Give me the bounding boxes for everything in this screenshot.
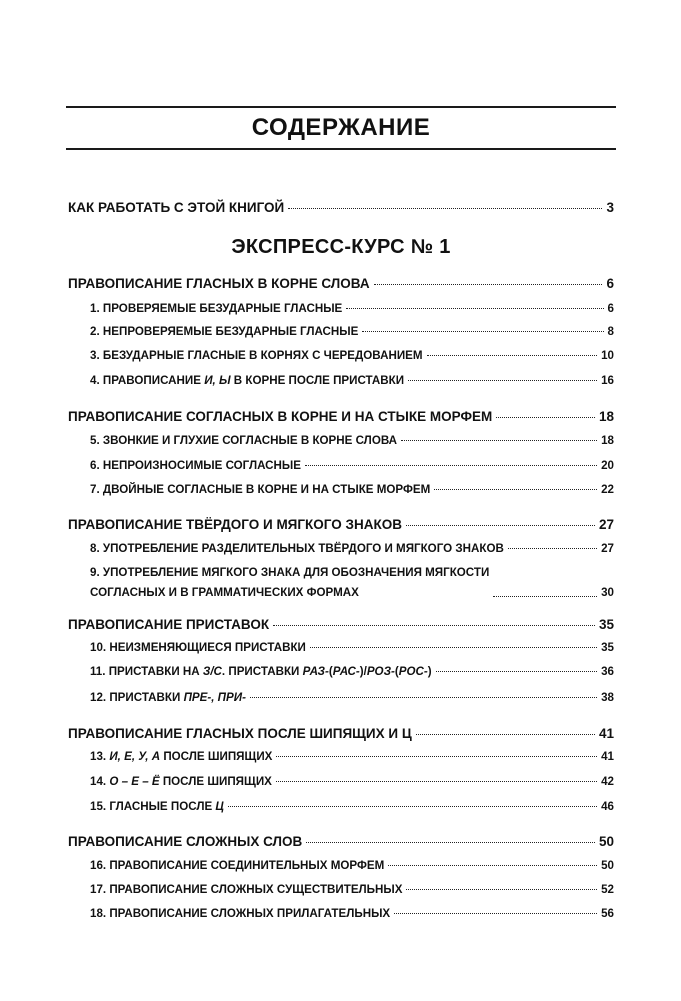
toc-item-16[interactable] [90, 859, 614, 872]
toc-page-number: 56 [601, 907, 614, 920]
toc-page-number: 50 [598, 834, 614, 849]
toc-page-number: 3 [606, 200, 614, 215]
toc-item-2[interactable] [90, 325, 614, 338]
toc-page-number: 27 [601, 542, 614, 555]
dot-leader [436, 671, 597, 672]
toc-page-number: 8 [607, 325, 614, 338]
toc-item-label: 8. УПОТРЕБЛЕНИЕ РАЗДЕЛИТЕЛЬНЫХ ТВЁРДОГО И МЯГКОГО ЗНАКОВ [90, 542, 504, 555]
toc-page-number: 41 [598, 726, 614, 741]
dot-leader [273, 625, 595, 626]
toc-page-number: 10 [601, 349, 614, 362]
toc-item-1[interactable] [90, 302, 614, 315]
dot-leader [305, 465, 597, 466]
toc-page-number: 30 [601, 586, 614, 599]
dot-leader [406, 525, 595, 526]
toc-item-11[interactable] [90, 665, 614, 678]
toc-item-label: 6. НЕПРОИЗНОСИМЫЕ СОГЛАСНЫЕ [90, 459, 302, 472]
dot-leader [310, 647, 597, 648]
toc-section-compound[interactable] [68, 834, 614, 849]
toc-item-label: 1. ПРОВЕРЯЕМЫЕ БЕЗУДАРНЫЕ ГЛАСНЫЕ [90, 302, 343, 315]
toc-item-3[interactable] [90, 349, 614, 362]
toc-entry-intro[interactable] [68, 200, 614, 215]
dot-leader [401, 440, 597, 441]
toc-item-label: 12. ПРИСТАВКИ ПРЕ-, ПРИ- [90, 691, 246, 704]
dot-leader [493, 596, 597, 597]
toc-page-number: 36 [601, 665, 614, 678]
toc-section-label: ПРАВОПИСАНИЕ ГЛАСНЫХ ПОСЛЕ ШИПЯЩИХ И Ц [68, 726, 412, 741]
toc-section-label: ПРАВОПИСАНИЕ СЛОЖНЫХ СЛОВ [68, 834, 303, 849]
toc-page-number: 46 [601, 800, 614, 813]
toc-page-number: 27 [598, 517, 614, 532]
dot-leader [434, 489, 597, 490]
toc-item-7[interactable] [90, 483, 614, 496]
toc-page-number: 42 [601, 775, 614, 788]
toc-page-number: 35 [598, 617, 614, 632]
dot-leader [346, 308, 603, 309]
toc-page-number: 38 [601, 691, 614, 704]
toc-item-label: 4. ПРАВОПИСАНИЕ И, Ы В КОРНЕ ПОСЛЕ ПРИСТАВКИ [90, 374, 405, 387]
page-title: СОДЕРЖАНИЕ [251, 114, 431, 141]
toc-section-label: ПРАВОПИСАНИЕ ГЛАСНЫХ В КОРНЕ СЛОВА [68, 276, 370, 291]
toc-item-label: 11. ПРИСТАВКИ НА З/С. ПРИСТАВКИ РАЗ-(РАС-)/РОЗ-(РОС-) [90, 665, 432, 678]
toc-item-13[interactable] [90, 750, 614, 763]
toc-item-6[interactable] [90, 459, 614, 472]
toc-item-label: 16. ПРАВОПИСАНИЕ СОЕДИНИТЕЛЬНЫХ МОРФЕМ [90, 859, 385, 872]
dot-leader [508, 548, 597, 549]
toc-item-label: 18. ПРАВОПИСАНИЕ СЛОЖНЫХ ПРИЛАГАТЕЛЬНЫХ [90, 907, 391, 920]
toc-item-17[interactable] [90, 883, 614, 896]
dot-leader [374, 284, 603, 285]
toc-entry-label: КАК РАБОТАТЬ С ЭТОЙ КНИГОЙ [68, 200, 285, 215]
toc-section-label: ПРАВОПИСАНИЕ ТВЁРДОГО И МЯГКОГО ЗНАКОВ [68, 517, 402, 532]
dot-leader [288, 208, 602, 209]
toc-item-label: 9. УПОТРЕБЛЕНИЕ МЯГКОГО ЗНАКА ДЛЯ ОБОЗНАЧЕНИЯ МЯГКОСТИ СОГЛАСНЫХ И В ГРАММАТИЧЕСКИХ ФОРМАХ [90, 566, 490, 599]
title-bottom-rule [66, 148, 616, 150]
toc-page-number: 20 [601, 459, 614, 472]
dot-leader [388, 865, 597, 866]
toc-item-18[interactable] [90, 907, 614, 920]
toc-section-signs[interactable] [68, 517, 614, 532]
toc-item-14[interactable] [90, 775, 614, 788]
toc-page-number: 16 [601, 374, 614, 387]
toc-item-label: 14. О – Е – Ё ПОСЛЕ ШИПЯЩИХ [90, 775, 272, 788]
dot-leader [228, 806, 597, 807]
title-top-rule [66, 106, 616, 108]
toc-section-label: ПРАВОПИСАНИЕ СОГЛАСНЫХ В КОРНЕ И НА СТЫКЕ МОРФЕМ [68, 409, 493, 424]
dot-leader [496, 417, 595, 418]
toc-item-9[interactable] [90, 563, 614, 603]
dot-leader [406, 889, 597, 890]
toc-item-8[interactable] [90, 542, 614, 555]
toc-page-number: 35 [601, 641, 614, 654]
toc-item-label: 17. ПРАВОПИСАНИЕ СЛОЖНЫХ СУЩЕСТВИТЕЛЬНЫХ [90, 883, 403, 896]
dot-leader [362, 331, 603, 332]
dot-leader [276, 756, 597, 757]
toc-page-number: 50 [601, 859, 614, 872]
toc-page-number: 18 [601, 434, 614, 447]
toc-page-number: 41 [601, 750, 614, 763]
toc-item-label: 2. НЕПРОВЕРЯЕМЫЕ БЕЗУДАРНЫЕ ГЛАСНЫЕ [90, 325, 359, 338]
toc-item-label: 10. НЕИЗМЕНЯЮЩИЕСЯ ПРИСТАВКИ [90, 641, 306, 654]
toc-section-prefixes[interactable] [68, 617, 614, 632]
toc-section-sibilants[interactable] [68, 726, 614, 741]
toc-page-number: 18 [598, 409, 614, 424]
toc-item-10[interactable] [90, 641, 614, 654]
toc-item-label: 13. И, Е, У, А ПОСЛЕ ШИПЯЩИХ [90, 750, 273, 763]
toc-item-15[interactable] [90, 800, 614, 813]
toc-item-label: 3. БЕЗУДАРНЫЕ ГЛАСНЫЕ В КОРНЯХ С ЧЕРЕДОВАНИЕМ [90, 349, 423, 362]
dot-leader [408, 380, 597, 381]
toc-page-number: 6 [607, 302, 614, 315]
dot-leader [250, 697, 597, 698]
course-heading: ЭКСПРЕСС-КУРС № 1 [231, 236, 451, 258]
toc-page-number: 6 [606, 276, 614, 291]
toc-section-vowels-root[interactable] [68, 276, 614, 291]
toc-item-label: 15. ГЛАСНЫЕ ПОСЛЕ Ц [90, 800, 224, 813]
toc-page-number: 52 [601, 883, 614, 896]
toc-item-12[interactable] [90, 691, 614, 704]
toc-section-consonants[interactable] [68, 409, 614, 424]
toc-item-label: 7. ДВОЙНЫЕ СОГЛАСНЫЕ В КОРНЕ И НА СТЫКЕ МОРФЕМ [90, 483, 431, 496]
toc-item-4[interactable] [90, 374, 614, 387]
dot-leader [416, 734, 595, 735]
dot-leader [276, 781, 597, 782]
dot-leader [306, 842, 595, 843]
toc-item-5[interactable] [90, 434, 614, 447]
toc-page-number: 22 [601, 483, 614, 496]
dot-leader [394, 913, 597, 914]
dot-leader [427, 355, 598, 356]
toc-section-label: ПРАВОПИСАНИЕ ПРИСТАВОК [68, 617, 270, 632]
toc-item-label: 5. ЗВОНКИЕ И ГЛУХИЕ СОГЛАСНЫЕ В КОРНЕ СЛОВА [90, 434, 398, 447]
